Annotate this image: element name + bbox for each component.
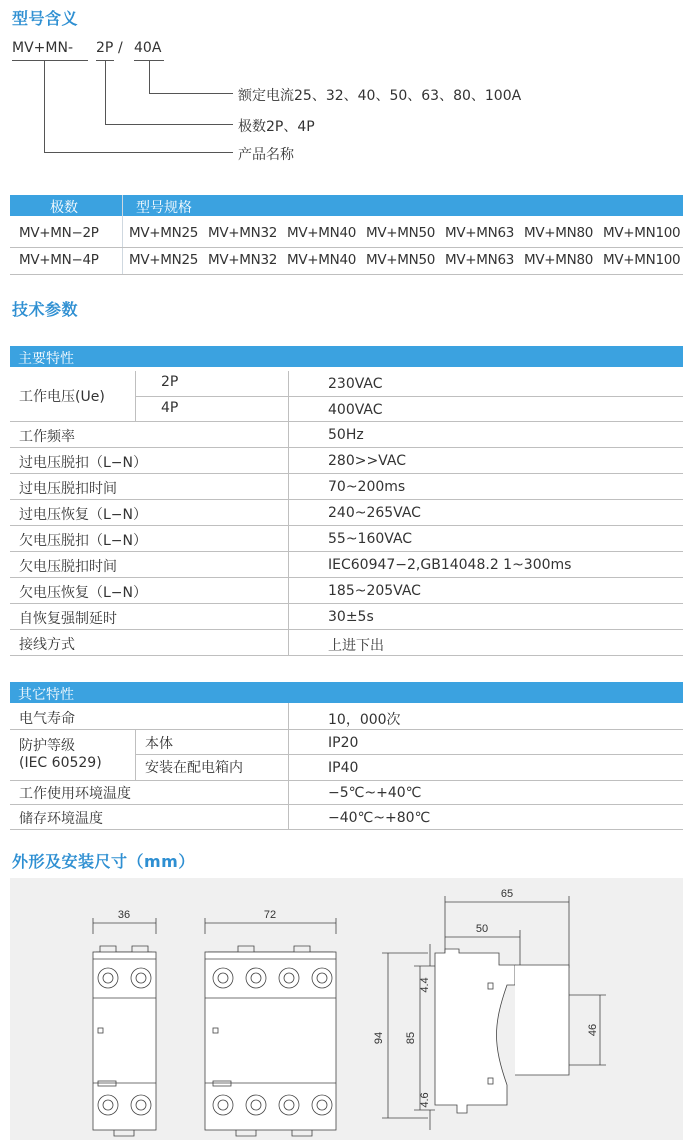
model-2p-cell: MV+MN25 <box>129 225 199 241</box>
section-title-tech: 技术参数 <box>12 300 79 319</box>
spec-value: IEC60947−2,GB14048.2 1~300ms <box>328 557 572 573</box>
spec-value: 240~265VAC <box>328 505 421 521</box>
row-line <box>10 655 683 656</box>
st-temp-value: −40℃~+80℃ <box>328 810 431 826</box>
leader-name-v <box>44 60 45 153</box>
spec-label: 欠电压脱扣时间 <box>19 559 117 575</box>
spec-value: 上进下出 <box>328 638 384 654</box>
front-view-4p <box>205 918 336 1136</box>
dimension-drawing-panel <box>10 878 683 1140</box>
row-line <box>10 551 683 552</box>
other-table-divider <box>288 703 289 829</box>
spec-value: 280>>VAC <box>328 453 406 469</box>
model-4p-cell: MV+MN63 <box>445 252 515 268</box>
protection-box-value: IP40 <box>328 760 359 776</box>
spec-value: 55~160VAC <box>328 531 413 547</box>
spec-label: 工作频率 <box>19 429 75 445</box>
row-line <box>10 447 683 448</box>
dim-width-2p: 36 <box>117 909 131 921</box>
model-2p-cell: MV+MN80 <box>524 225 594 241</box>
model-4p-cell: MV+MN25 <box>129 252 199 268</box>
protection-box-label: 安装在配电箱内 <box>145 760 243 776</box>
model-table-bottom <box>10 274 683 275</box>
dim-top-offset: 4.4 <box>419 977 431 993</box>
main-spec-header-label: 主要特性 <box>18 351 74 367</box>
dim-bottom-offset: 4.6 <box>419 1092 431 1108</box>
model-code-sep: / <box>118 40 123 56</box>
leader-current-h <box>149 93 233 94</box>
dim-width-4p: 72 <box>263 909 277 921</box>
op-temp-label: 工作使用环境温度 <box>19 786 131 802</box>
model-code-part1: MV+MN- <box>12 40 73 56</box>
other-spec-header <box>10 682 683 703</box>
model-4p-cell: MV+MN100 <box>603 252 681 268</box>
model-2p-cell: MV+MN40 <box>287 225 357 241</box>
voltage-mid-line <box>135 396 683 397</box>
dim-height-rail: 85 <box>405 1031 417 1045</box>
model-table-header <box>10 195 683 216</box>
main-spec-header <box>10 346 683 367</box>
protection-body-label: 本体 <box>145 736 173 752</box>
row-line <box>135 754 683 755</box>
desc-current: 额定电流25、32、40、50、63、80、100A <box>238 88 522 104</box>
underline-name <box>12 60 88 61</box>
model-table-header-models: 型号规格 <box>136 200 192 216</box>
row-line <box>10 499 683 500</box>
spec-label: 欠电压脱扣（L−N） <box>19 533 148 549</box>
row-line <box>10 603 683 604</box>
spec-value: 30±5s <box>328 609 374 625</box>
spec-label: 欠电压恢复（L−N） <box>19 585 148 601</box>
model-table-divider <box>122 195 123 274</box>
life-value: 10，000次 <box>328 712 401 728</box>
other-spec-header-label: 其它特性 <box>18 687 74 703</box>
row-line <box>10 804 683 805</box>
side-view <box>382 896 606 1130</box>
dimension-drawing <box>10 878 683 1140</box>
row-line <box>10 525 683 526</box>
leader-poles-v <box>105 60 106 125</box>
st-temp-label: 储存环境温度 <box>19 811 103 827</box>
row-line <box>10 577 683 578</box>
voltage-label: 工作电压(Ue) <box>19 389 105 405</box>
row-line <box>10 829 683 830</box>
model-4p-cell: MV+MN80 <box>524 252 594 268</box>
model-2p-cell: MV+MN63 <box>445 225 515 241</box>
model-code-part3: 40A <box>134 40 162 56</box>
spec-label: 过电压恢复（L−N） <box>19 507 148 523</box>
model-row-2p-poles: MV+MN−2P <box>19 225 99 241</box>
row-line <box>10 421 683 422</box>
model-2p-cell: MV+MN32 <box>208 225 278 241</box>
model-code-part2: 2P <box>96 40 114 56</box>
protection-label: 防护等级 <box>19 738 75 754</box>
model-table-header-poles: 极数 <box>50 200 78 216</box>
row-line <box>10 473 683 474</box>
spec-value: 70~200ms <box>328 479 406 495</box>
spec-label: 过电压脱扣时间 <box>19 481 117 497</box>
spec-label: 自恢复强制延时 <box>19 611 117 627</box>
row-line <box>10 629 683 630</box>
model-4p-cell: MV+MN32 <box>208 252 278 268</box>
dim-depth-body: 50 <box>475 923 489 935</box>
voltage-4p-label: 4P <box>161 400 179 416</box>
dim-height-total: 94 <box>373 1031 385 1045</box>
model-table-row-divider <box>10 247 683 248</box>
dim-depth-total: 65 <box>500 888 514 900</box>
leader-current-v <box>149 60 150 94</box>
main-table-divider <box>288 371 289 655</box>
spec-value: 50Hz <box>328 427 364 443</box>
protection-body-value: IP20 <box>328 735 359 751</box>
section-title-model-meaning: 型号含义 <box>12 9 79 28</box>
leader-name-h <box>44 152 233 153</box>
voltage-2p-label: 2P <box>161 374 179 390</box>
spec-label: 接线方式 <box>19 637 75 653</box>
model-4p-cell: MV+MN40 <box>287 252 357 268</box>
row-line <box>10 729 683 730</box>
op-temp-value: −5℃~+40℃ <box>328 785 422 801</box>
dim-front-height: 46 <box>587 1023 599 1037</box>
life-label: 电气寿命 <box>19 711 75 727</box>
spec-value: 185~205VAC <box>328 583 421 599</box>
spec-label: 过电压脱扣（L−N） <box>19 455 148 471</box>
model-2p-cell: MV+MN50 <box>366 225 436 241</box>
section-title-dimensions: 外形及安装尺寸（mm） <box>12 852 195 871</box>
desc-poles: 极数2P、4P <box>238 119 315 135</box>
model-row-4p-poles: MV+MN−4P <box>19 252 99 268</box>
voltage-4p-value: 400VAC <box>328 402 383 418</box>
leader-poles-h <box>105 124 233 125</box>
desc-name: 产品名称 <box>238 147 294 163</box>
protection-standard: (IEC 60529) <box>19 755 102 771</box>
row-line <box>10 780 683 781</box>
voltage-2p-value: 230VAC <box>328 376 383 392</box>
front-view-2p <box>93 918 156 1136</box>
model-4p-cell: MV+MN50 <box>366 252 436 268</box>
model-2p-cell: MV+MN100 <box>603 225 681 241</box>
